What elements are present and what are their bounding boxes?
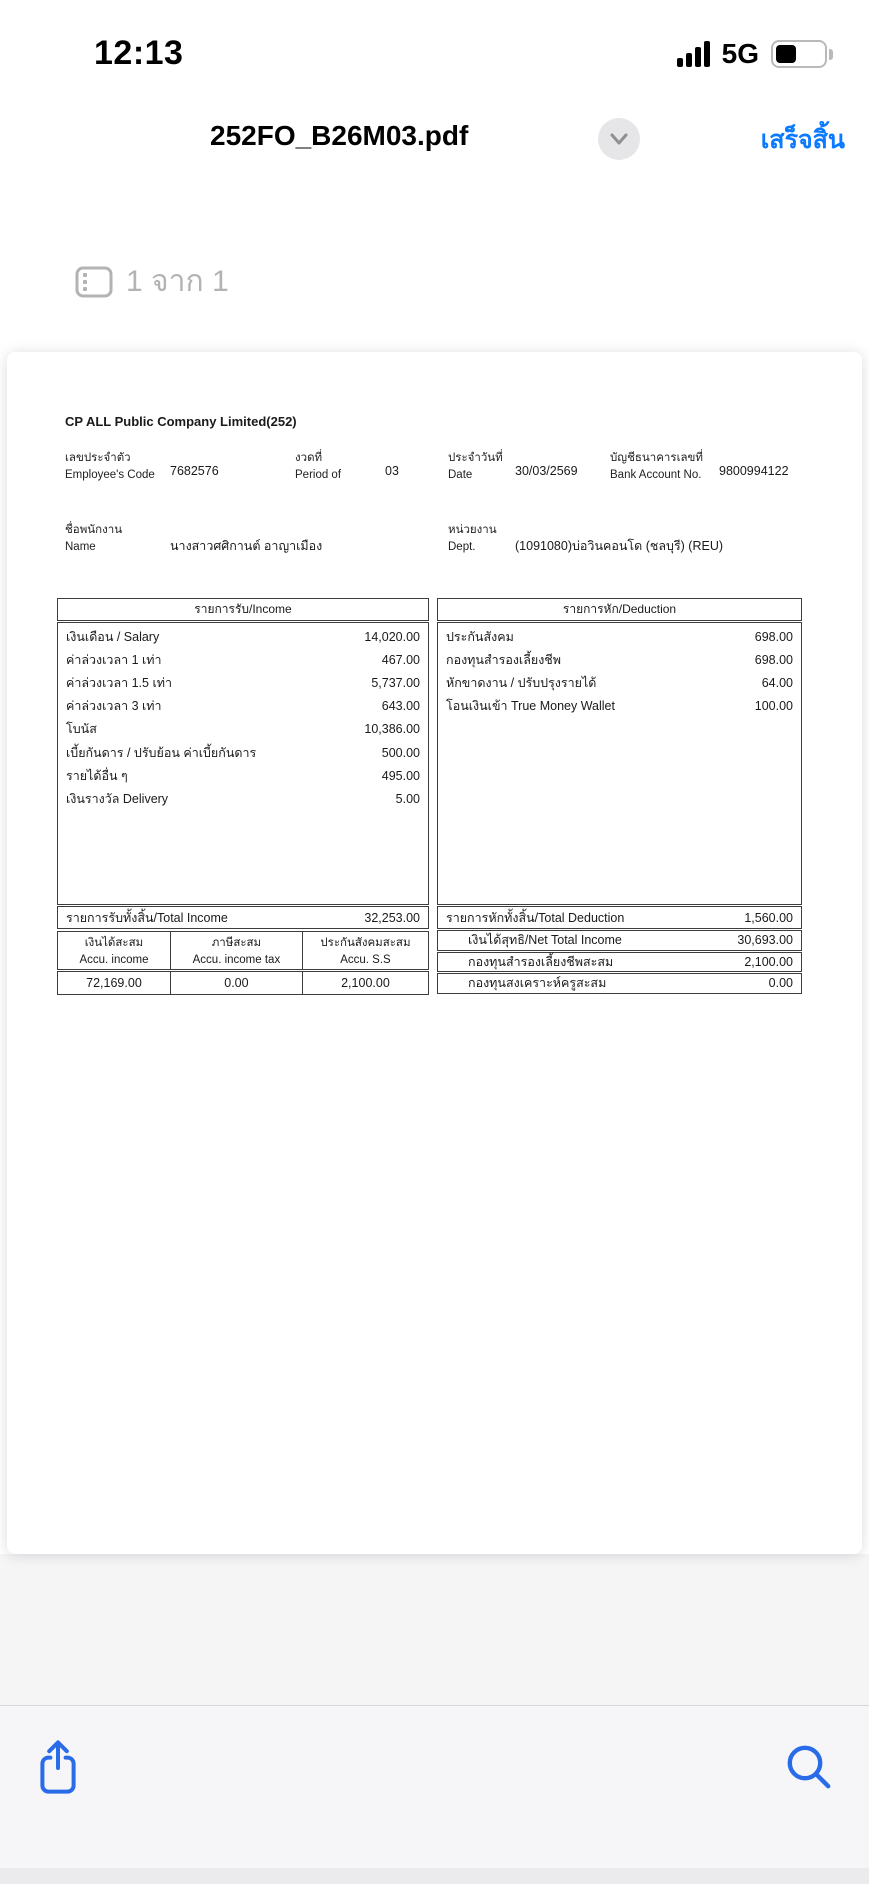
status-bar (0, 0, 869, 100)
deduction-row (438, 671, 801, 694)
search-icon (783, 1741, 835, 1793)
date-label: ประจำวันที่ Date (448, 452, 503, 482)
total-deduction-value: 1,560.00 (744, 910, 793, 925)
teacher-fund-row (437, 973, 802, 994)
accu-ss-value: 2,100.00 (302, 972, 428, 994)
income-row (58, 741, 428, 764)
income-table-body (57, 622, 429, 905)
provident-fund-row (437, 952, 802, 973)
accumulated-values-row (57, 971, 429, 995)
status-indicators (677, 38, 833, 70)
employee-code-value: 7682576 (170, 464, 219, 478)
chevron-down-icon (609, 132, 629, 146)
accu-tax-header: ภาษีสะสม Accu. income tax (170, 932, 302, 970)
accumulated-header-row (57, 931, 429, 970)
income-row-label: ค่าล่วงเวลา 1.5 เท่า (66, 675, 172, 690)
home-indicator-area (0, 1868, 869, 1884)
deduction-table (437, 598, 802, 994)
share-icon (34, 1738, 82, 1796)
bank-account-value: 9800994122 (719, 464, 789, 478)
deduction-row-label: กองทุนสำรองเลี้ยงชีพ (446, 652, 562, 667)
title-menu-button[interactable] (598, 118, 640, 160)
deduction-row-value: 64.00 (761, 675, 793, 690)
period-value: 03 (385, 464, 399, 478)
income-row-value: 467.00 (381, 652, 420, 667)
net-income-row (437, 930, 802, 951)
provident-fund-label: กองทุนสำรองเลี้ยงชีพสะสม (468, 954, 614, 969)
cellular-signal-icon (677, 41, 710, 67)
company-name: CP ALL Public Company Limited(252) (65, 414, 297, 429)
net-income-label: เงินได้สุทธิ/Net Total Income (468, 933, 622, 948)
page-indicator[interactable] (74, 258, 229, 305)
total-deduction-row (437, 906, 802, 929)
income-table-header: รายการรับ/Income (57, 598, 429, 621)
income-row-label: เงินเดือน / Salary (66, 629, 160, 644)
employee-name-value: นางสาวศศิกานต์ อาญาเมือง (170, 539, 323, 553)
thumbnails-icon (74, 265, 114, 299)
teacher-fund-value: 0.00 (768, 976, 793, 991)
accu-income-value: 72,169.00 (86, 976, 142, 990)
accu-income-header: เงินได้สะสม Accu. income (79, 937, 149, 967)
search-button[interactable] (777, 1732, 841, 1802)
title-bar (0, 100, 869, 190)
net-income-value: 30,693.00 (737, 933, 793, 948)
deduction-row-label: ประกันสังคม (446, 629, 514, 644)
income-row-label: เงินรางวัล Delivery (66, 791, 169, 806)
total-deduction-label: รายการหักทั้งสิ้น/Total Deduction (446, 910, 625, 925)
bank-account-label: บัญชีธนาคารเลขที่ Bank Account No. (610, 452, 703, 482)
income-row-value: 14,020.00 (364, 629, 420, 644)
deduction-row-value: 698.00 (754, 629, 793, 644)
income-row-value: 643.00 (381, 699, 420, 714)
deduction-row-value: 698.00 (754, 652, 793, 667)
income-row (58, 787, 428, 810)
income-row (58, 648, 428, 671)
date-value: 30/03/2569 (515, 464, 578, 478)
accu-tax-value: 0.00 (170, 972, 302, 994)
income-row-value: 10,386.00 (364, 722, 420, 737)
deduction-table-header: รายการหัก/Deduction (437, 598, 802, 621)
income-row-label: เบี้ยกันดาร / ปรับย้อน ค่าเบี้ยกันดาร (66, 745, 257, 760)
network-type-label: 5G (721, 38, 759, 69)
income-row-label: ค่าล่วงเวลา 1 เท่า (66, 652, 162, 667)
deduction-row (438, 625, 801, 648)
income-table (57, 598, 429, 995)
income-row (58, 695, 428, 718)
income-row-value: 500.00 (381, 745, 420, 760)
employee-code-label: เลขประจำตัว Employee's Code (65, 452, 155, 482)
income-row-label: รายได้อื่น ๆ (66, 768, 128, 783)
share-button[interactable] (26, 1732, 90, 1802)
provident-fund-value: 2,100.00 (744, 954, 793, 969)
deduction-row (438, 695, 801, 718)
dept-label: หน่วยงาน Dept. (448, 524, 497, 554)
deduction-row (438, 648, 801, 671)
income-row-value: 495.00 (381, 768, 420, 783)
total-income-value: 32,253.00 (364, 910, 420, 925)
teacher-fund-label: กองทุนสงเคราะห์ครูสะสม (468, 976, 607, 991)
income-row (58, 718, 428, 741)
deduction-row-label: โอนเงินเข้า True Money Wallet (446, 699, 615, 714)
income-row-label: ค่าล่วงเวลา 3 เท่า (66, 699, 162, 714)
page-indicator-label: 1 จาก 1 (126, 265, 229, 298)
deduction-table-body (437, 622, 802, 905)
total-income-row (57, 906, 429, 929)
battery-icon (771, 40, 833, 68)
income-row (58, 671, 428, 694)
employee-name-label: ชื่อพนักงาน Name (65, 524, 123, 554)
income-row (58, 764, 428, 787)
deduction-row-label: หักขาดงาน / ปรับปรุงรายได้ (446, 675, 597, 690)
bottom-toolbar (0, 1705, 869, 1884)
done-button[interactable]: เสร็จสิ้น (761, 120, 845, 160)
dept-value: (1091080)บ่อวินคอนโด (ชลบุรี) (REU) (515, 539, 724, 553)
period-label: งวดที่ Period of (295, 452, 342, 482)
total-income-label: รายการรับทั้งสิ้น/Total Income (66, 910, 228, 925)
income-row-value: 5,737.00 (371, 675, 420, 690)
deduction-row-value: 100.00 (754, 699, 793, 714)
income-row-value: 5.00 (395, 791, 420, 806)
income-row-label: โบนัส (66, 722, 97, 737)
income-row (58, 625, 428, 648)
accu-ss-header: ประกันสังคมสะสม Accu. S.S (302, 932, 428, 970)
document-title: 252FO_B26M03.pdf (210, 120, 469, 151)
clock: 12:13 (94, 34, 184, 72)
pdf-page (7, 352, 862, 1554)
